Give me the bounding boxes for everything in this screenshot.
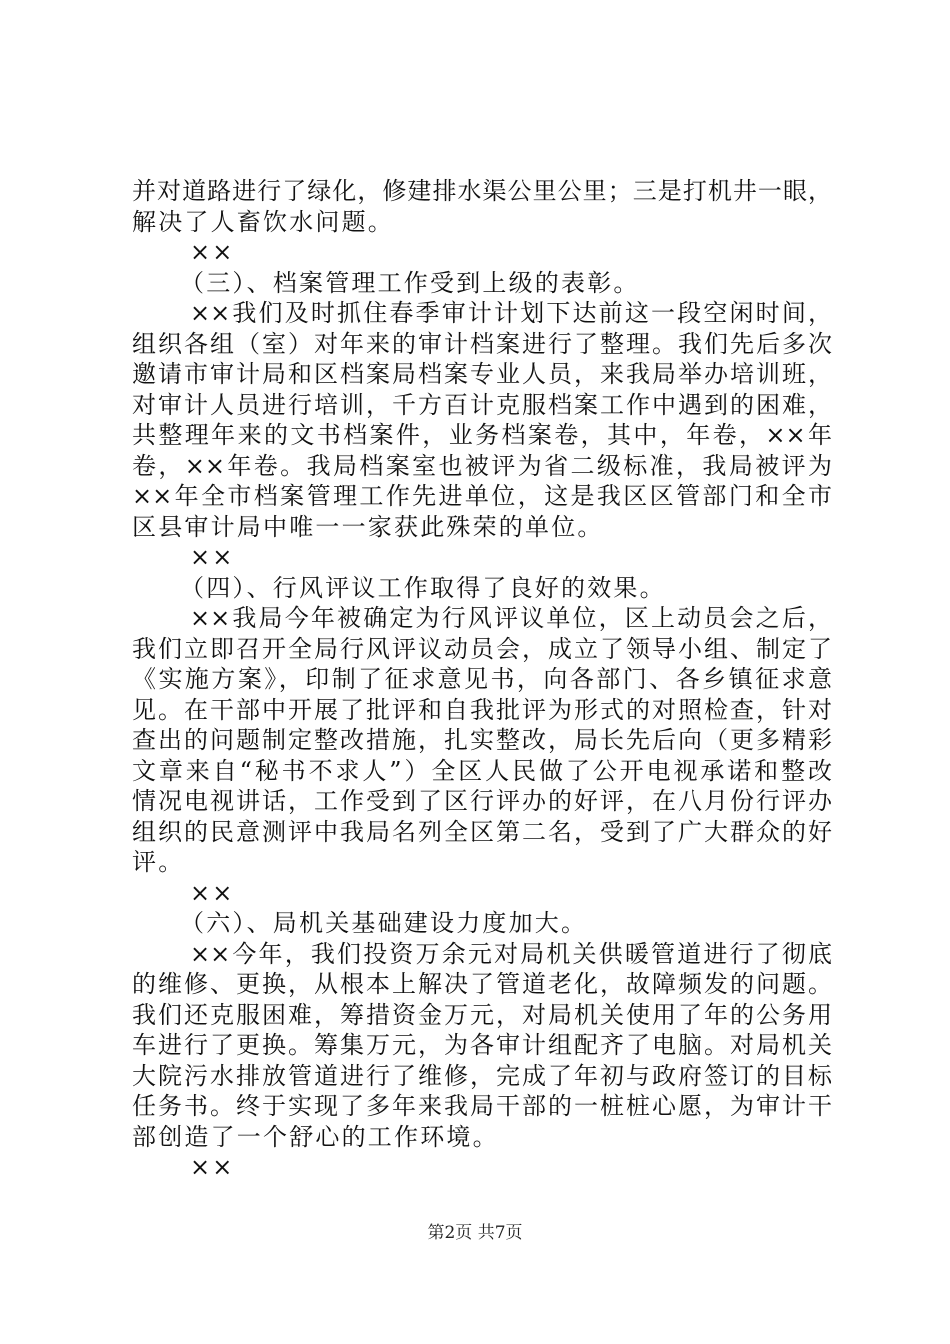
document-line: 情况电视讲话，工作受到了区行评办的好评，在八月份行评办 <box>132 787 832 815</box>
document-line: 文章来自“秘书不求人”）全区人民做了公开电视承诺和整改 <box>132 756 832 785</box>
document-line: （三）、档案管理工作受到上级的表彰。 <box>180 268 640 297</box>
document-line: 区县审计局中唯一一家获此殊荣的单位。 <box>132 512 604 541</box>
document-line: 车进行了更换。筹集万元，为各审计组配齐了电脑。对局机关 <box>132 1031 832 1059</box>
document-line: 查出的问题制定整改措施，扎实整改，局长先后向（更多精彩 <box>132 726 832 754</box>
document-line: 大院污水排放管道进行了维修，完成了年初与政府签订的目标 <box>132 1061 832 1090</box>
document-line: ××我局今年被确定为行风评议单位，区上动员会之后， <box>190 604 832 632</box>
document-line: 组织各组（室）对年来的审计档案进行了整理。我们先后多次 <box>132 329 832 358</box>
document-line: ×× <box>190 543 235 571</box>
document-line: ××我们及时抓住春季审计计划下达前这一段空闲时间， <box>190 299 832 327</box>
document-body <box>132 176 832 1183</box>
document-line: 任务书。终于实现了多年来我局干部的一桩桩心愿，为审计干 <box>132 1092 832 1120</box>
document-line: （四）、行风评议工作取得了良好的效果。 <box>180 573 666 602</box>
document-line: 我们还克服困难，筹措资金万元，对局机关使用了年的公务用 <box>132 1000 832 1029</box>
document-line: （六）、局机关基础建设力度加大。 <box>180 909 588 937</box>
page-footer: 第2页 共7页 <box>427 1223 523 1243</box>
document-line: 见。在干部中开展了批评和自我批评为形式的对照检查，针对 <box>132 695 832 724</box>
document-line: ××今年，我们投资万余元对局机关供暖管道进行了彻底 <box>190 939 832 968</box>
document-line: 部创造了一个舒心的工作环境。 <box>132 1122 499 1151</box>
document-line: 共整理年来的文书档案件，业务档案卷，其中，年卷，××年 <box>132 421 832 449</box>
document-line: ×× <box>190 238 235 266</box>
document-line: 卷，××年卷。我局档案室也被评为省二级标准，我局被评为 <box>132 451 832 480</box>
document-line: 《实施方案》，印制了征求意见书，向各部门、各乡镇征求意 <box>132 665 832 693</box>
document-line: 的维修、更换，从根本上解决了管道老化，故障频发的问题。 <box>132 970 832 998</box>
document-line: 邀请市审计局和区档案局档案专业人员，来我局举办培训班， <box>132 360 832 388</box>
document-line: 组织的民意测评中我局名列全区第二名，受到了广大群众的好 <box>132 817 832 846</box>
document-line: ×× <box>190 878 235 907</box>
document-line: 对审计人员进行培训，千方百计克服档案工作中遇到的困难， <box>132 390 832 419</box>
document-line: 并对道路进行了绿化，修建排水渠公里公里；三是打机井一眼， <box>132 177 832 205</box>
document-line: 解决了人畜饮水问题。 <box>132 207 394 236</box>
document-line: ×× <box>190 1153 235 1181</box>
document-line: 我们立即召开全局行风评议动员会，成立了领导小组、制定了 <box>132 634 832 663</box>
document-line: ××年全市档案管理工作先进单位，这是我区区管部门和全市 <box>132 482 832 510</box>
document-line: 评。 <box>132 848 185 876</box>
